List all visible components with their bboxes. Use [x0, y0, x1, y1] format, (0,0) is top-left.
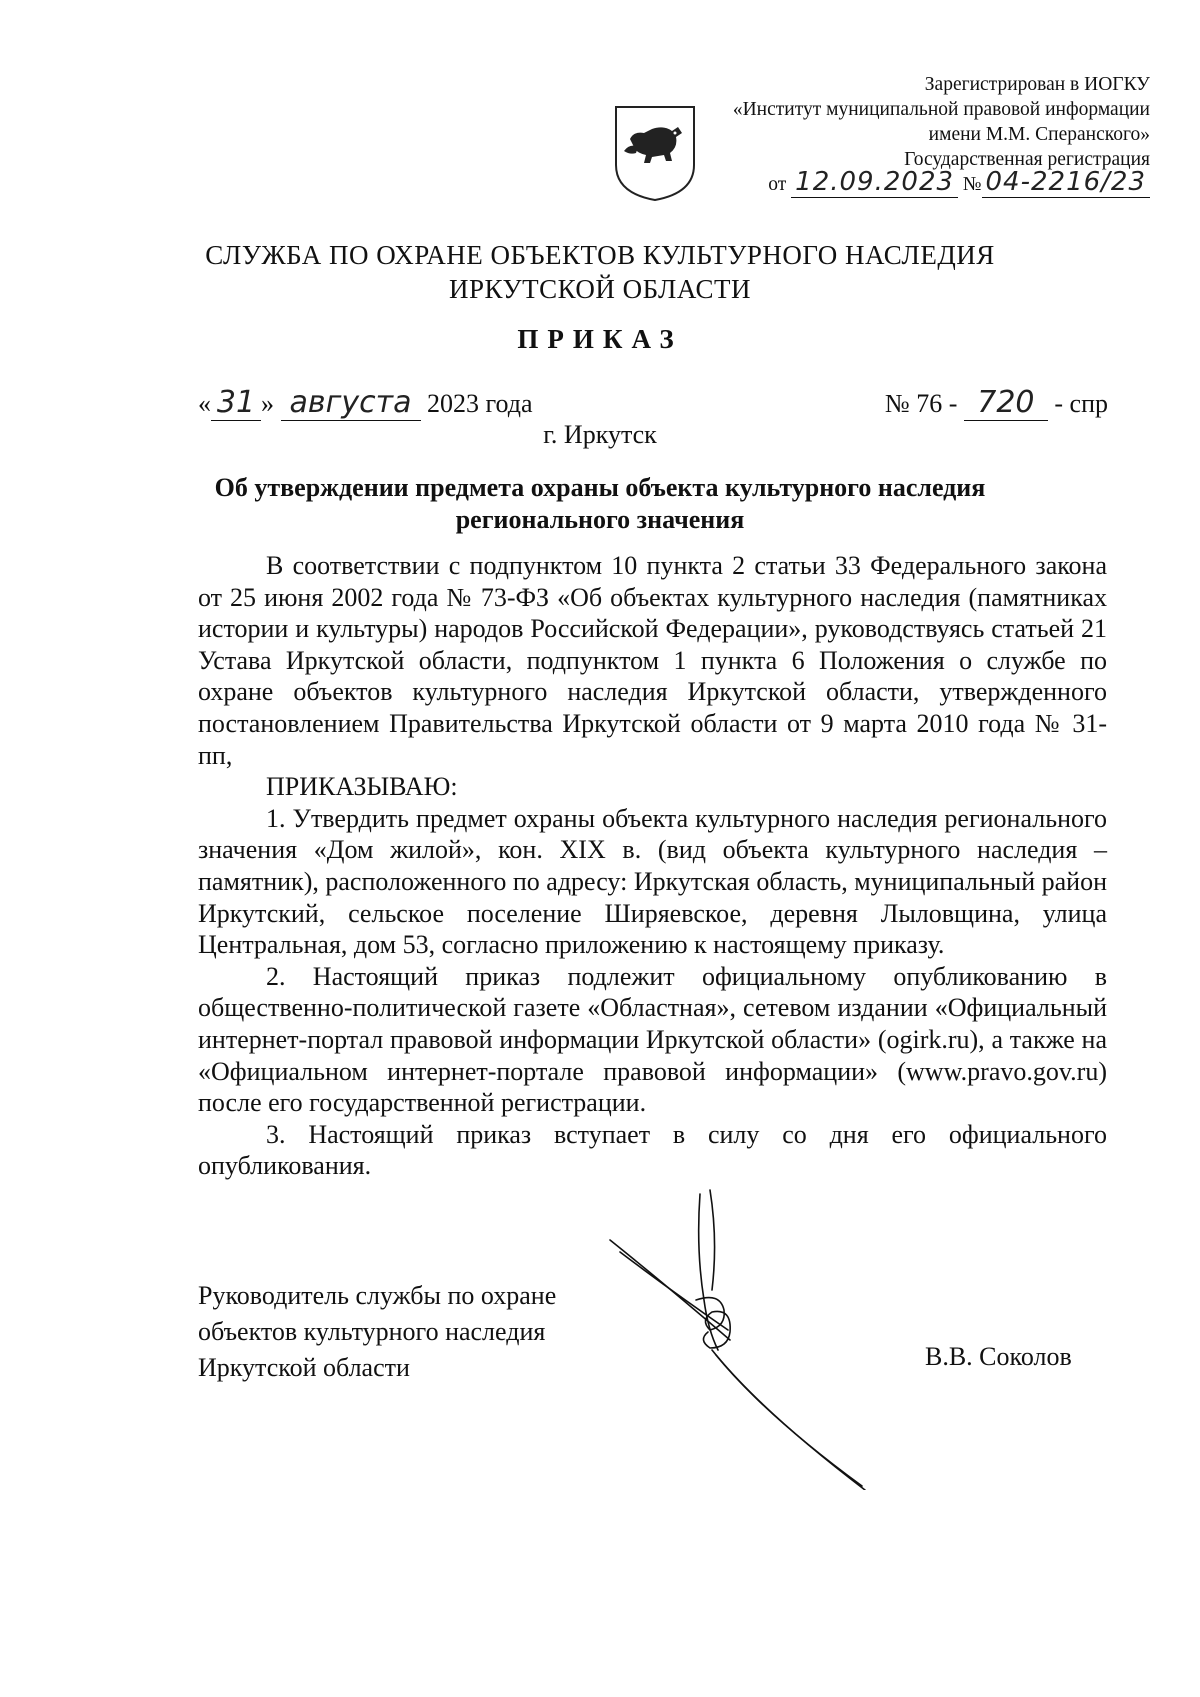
date-open-quote: «	[198, 389, 211, 418]
signatory-name: В.В. Соколов	[925, 1342, 1072, 1371]
date-day: 31	[211, 385, 261, 421]
number-suffix: - спр	[1054, 389, 1108, 418]
registration-date: 12.09.2023	[791, 167, 958, 198]
order-number	[885, 385, 1108, 421]
order-item-3: 3. Настоящий приказ вступает в силу со дня его официального опубликования.	[198, 1119, 1107, 1181]
registration-number-prefix: №	[962, 174, 982, 195]
registration-date-prefix: от	[768, 174, 787, 195]
date-close-quote: »	[261, 389, 274, 418]
city: г. Иркутск	[543, 420, 657, 449]
registration-number: 04-2216/23	[982, 167, 1150, 198]
registration-line: «Институт муниципальной правовой информации	[732, 99, 1150, 120]
date-year: 2023 года	[427, 389, 533, 418]
order-word: ПРИКАЗЫВАЮ:	[266, 772, 458, 802]
number-prefix: № 76 -	[884, 389, 958, 418]
order-body	[198, 550, 1107, 1182]
position-line: Руководитель службы по охране	[198, 1281, 557, 1310]
position-line: объектов культурного наследия	[198, 1317, 546, 1346]
document-title: ПРИКАЗ	[517, 324, 683, 354]
handwritten-signature	[600, 1180, 900, 1490]
subject-line: регионального значения	[455, 505, 745, 534]
registration-stamp	[680, 72, 1150, 197]
preamble-paragraph: В соответствии с подпунктом 10 пункта 2 статьи 33 Федерального закона от 25 июня 2002 года № 73-ФЗ «Об объектах культурного наследия (памятниках истории и культуры) народов Российской Федерации», руководствуясь статьей 21 Устава Иркутской области, подпунктом 1 пункта 6 Положения о службе по охране объектов культурного наследия Иркутской области, утвержденного постановлением Правительства Иркутской области от 9 марта 2010 года № 31-пп,	[198, 551, 1107, 770]
signatory-position	[198, 1278, 556, 1386]
order-item-1: 1. Утвердить предмет охраны объекта культурного наследия регионального значения «Дом жилой», кон. XIX в. (вид объекта культурного наследия – памятник), расположенного по адресу: Иркутская область, муниципальный район Иркутский, сельское поселение Ширяевское, деревня Лыловщина, улица Центральная, дом 53, согласно приложению к настоящему приказу.	[198, 803, 1107, 960]
organization-name-line: ИРКУТСКОЙ ОБЛАСТИ	[449, 274, 751, 304]
subject-line: Об утверждении предмета охраны объекта культурного наследия	[214, 473, 986, 502]
registration-date-row	[680, 167, 1150, 197]
order-item-2: 2. Настоящий приказ подлежит официальному опубликованию в общественно-политической газете «Областная», сетевом издании «Официальный интернет-портал правовой информации Иркутской области» (ogirk.ru), а также на «Официальном интернет-портале правовой информации» (www.pravo.gov.ru) после его государственной регистрации.	[198, 961, 1107, 1118]
position-line: Иркутской области	[198, 1353, 410, 1382]
order-subject	[150, 472, 1050, 536]
order-date	[198, 385, 533, 421]
number-value: 720	[964, 385, 1048, 421]
registration-line: Государственная регистрация	[904, 149, 1150, 170]
registration-line: Зарегистрирован в ИОГКУ	[924, 74, 1150, 95]
date-month: августа	[281, 385, 421, 421]
organization-heading	[0, 238, 1200, 306]
registration-line: имени М.М. Сперанского»	[928, 124, 1150, 145]
organization-name-line: СЛУЖБА ПО ОХРАНЕ ОБЪЕКТОВ КУЛЬТУРНОГО НАСЛЕДИЯ	[205, 240, 995, 270]
